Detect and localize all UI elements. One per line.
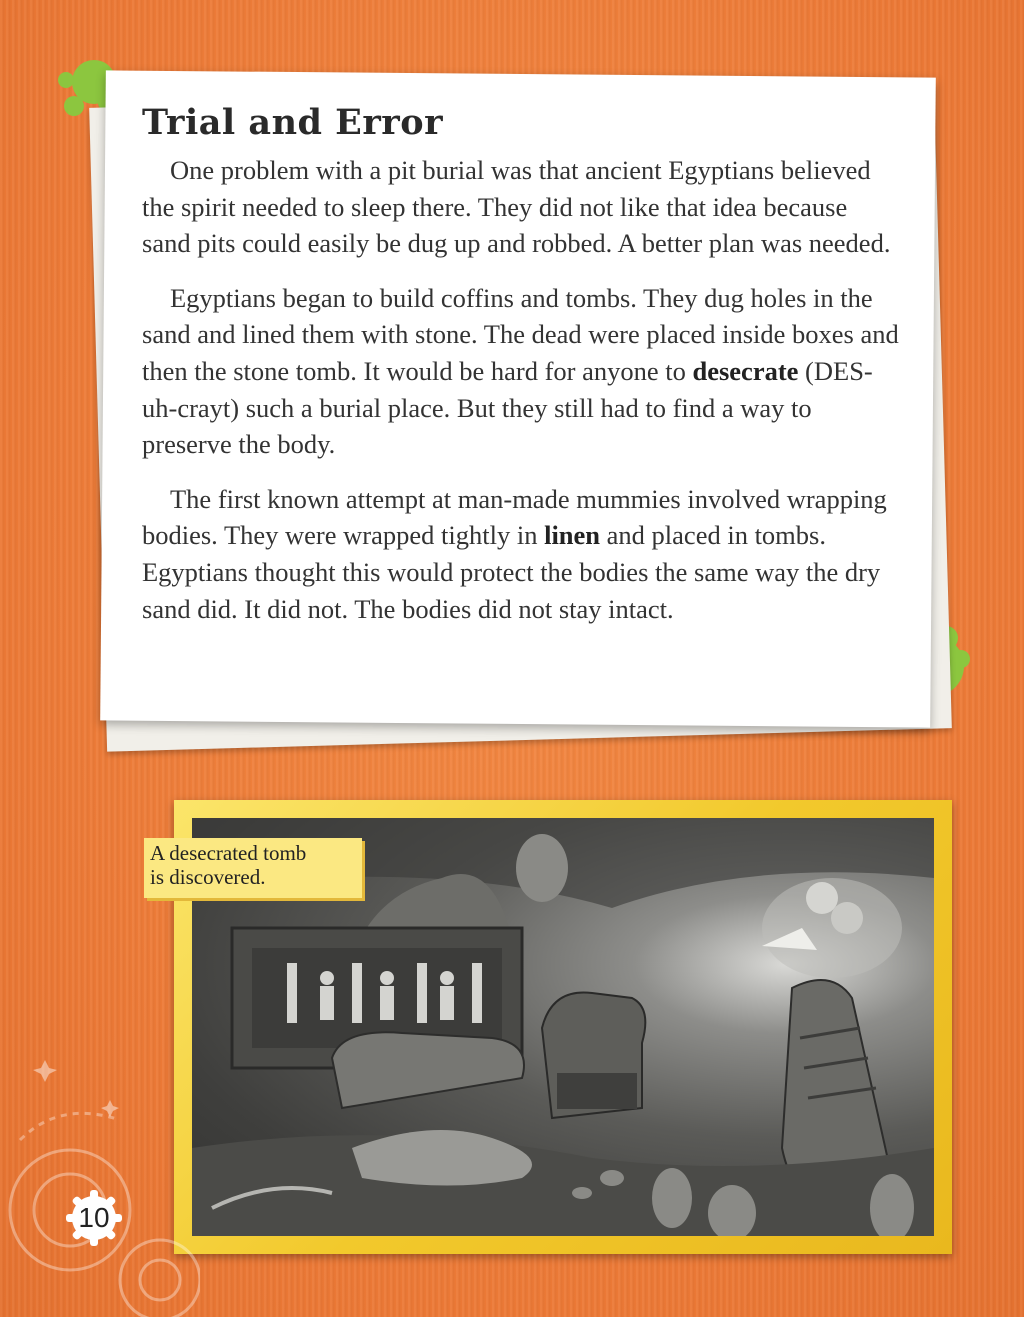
page-number: 10 [78,1202,110,1233]
body-text [142,152,902,645]
photo-caption-line-2: is discovered. [150,865,266,889]
decorative-gears [0,1060,200,1317]
section-heading: Trial and Error [142,102,444,143]
paragraph-1: One problem with a pit burial was that ancient Egyptians believed the spirit needed to sleep there. They did not like that idea because sand pits could easily be dug up and robbed. A better plan was needed. [142,155,891,259]
glossary-term-desecrate: desecrate [692,355,799,386]
photo-caption [144,838,362,898]
photo-caption-line-1: A desecrated tomb [150,841,307,865]
paragraph-2: Egyptians began to build coffins and tombs. They dug holes in the sand and lined them with stone. The dead were placed inside boxes and then the stone tomb. It would be hard for anyone to desecrate (DES-uh-crayt) such a burial place. But they still had to find a way to preserve the body. [142,282,899,460]
paragraph-3: The first known attempt at man-made mummies involved wrapping bodies. They were wrapped tightly in linen and placed in tombs. Egyptians thought this would protect the bodies the same way the dry sand did. It did not. The bodies did not stay intact. [142,483,887,624]
glossary-term-linen: linen [544,520,601,551]
